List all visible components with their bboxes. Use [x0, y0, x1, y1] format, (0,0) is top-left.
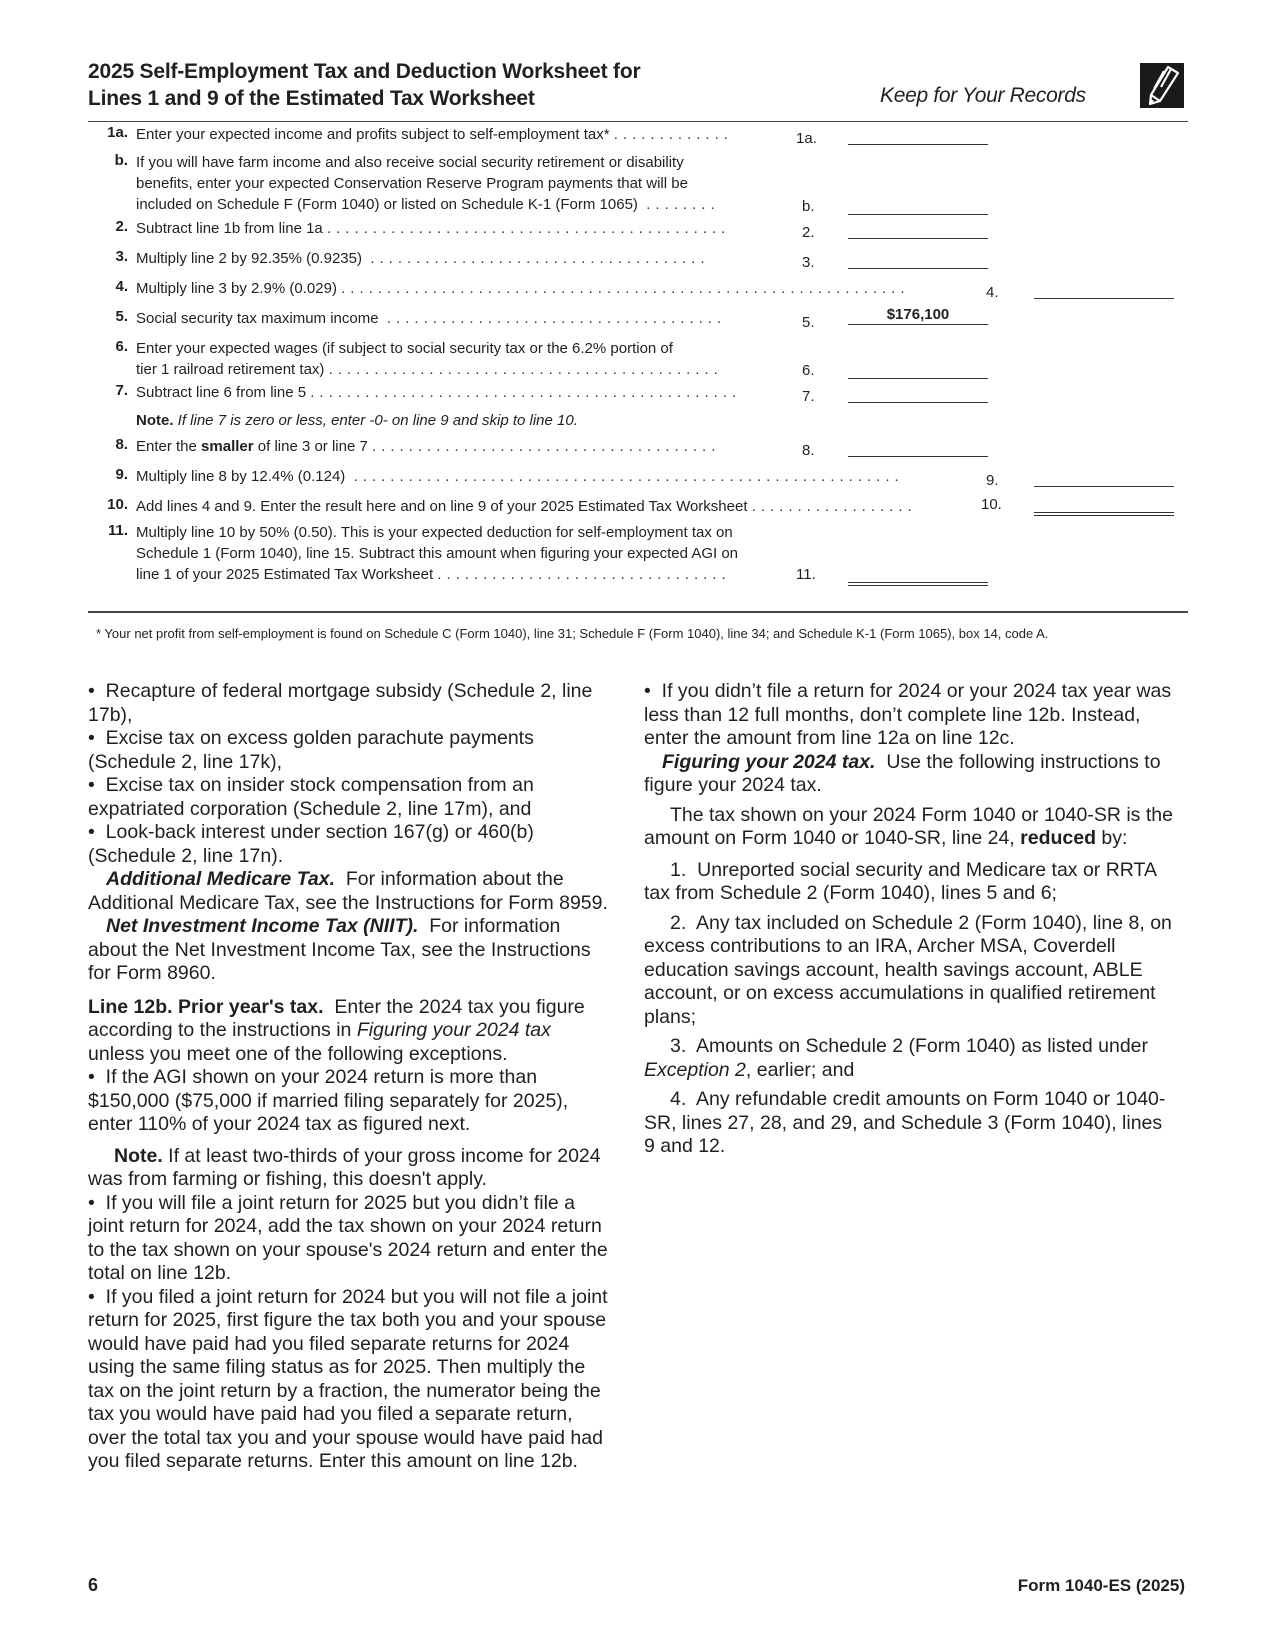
line-text: included on Schedule F (Form 1040) or listed on Schedule K-1 (Form 1065) — [136, 196, 638, 213]
line-number: 3. — [115, 248, 128, 265]
line-text: Multiply line 2 by 92.35% (0.9235) — [136, 250, 362, 267]
note-paragraph: Note. If at least two-thirds of your gross income for 2024 was from farming or fishing, this doesn't apply. — [88, 1144, 601, 1190]
line-text: Schedule 1 (Form 1040), line 15. Subtract this amount when figuring your expected AGI on — [136, 545, 739, 562]
line-7-field[interactable] — [848, 384, 988, 403]
worksheet-title — [88, 58, 640, 112]
line-number: 4. — [115, 278, 128, 295]
line-number: 10. — [107, 496, 128, 513]
tax-shown-paragraph: The tax shown on your 2024 Form 1040 or 1040-SR is the amount on Form 1040 or 1040-SR, line 24, reduced by: — [644, 803, 1173, 849]
form-identifier: Form 1040-ES (2025) — [1017, 1576, 1185, 1595]
line-number: 8. — [115, 436, 128, 453]
line-text: Add lines 4 and 9. Enter the result here and on line 9 of your 2025 Estimated Tax Worksheet — [136, 498, 748, 515]
leader-dots: .................. — [751, 498, 917, 515]
leader-dots: ............................................... — [310, 384, 742, 401]
field-label: 11. — [796, 566, 816, 583]
leader-dots: ........ — [646, 196, 720, 213]
line-text: If you will have farm income and also receive social security retirement or disability — [136, 154, 684, 171]
section-heading: Additional Medicare Tax. — [106, 868, 335, 890]
additional-medicare-tax-section: Additional Medicare Tax. For information about the Additional Medicare Tax, see the Instructions for Form 8959. — [88, 868, 608, 914]
line-number: 6. — [115, 338, 128, 355]
numbered-item: 4. Any refundable credit amounts on Form 1040 or 1040-SR, lines 27, 28, and 29, and Schedule 3 (Form 1040), lines 9 and 12. — [644, 1088, 1166, 1157]
pencil-icon — [1140, 63, 1184, 108]
header-divider — [88, 121, 1188, 122]
line-number: 9. — [115, 466, 128, 483]
line-2-field[interactable] — [848, 220, 988, 239]
line-9-field[interactable] — [1034, 468, 1174, 487]
line-text: benefits, enter your expected Conservation Reserve Program payments that will be — [136, 175, 688, 192]
leader-dots: ................................ — [437, 566, 731, 583]
line-text: Multiply line 10 by 50% (0.50). This is your expected deduction for self-employment tax on — [136, 524, 733, 541]
section-heading: Figuring your 2024 tax. — [662, 750, 876, 773]
line-10-field[interactable] — [1034, 494, 1174, 516]
leader-dots: ...................................... — [372, 438, 721, 455]
bullet-item: • If you didn’t file a return for 2024 or your 2024 tax year was less than 12 full months, don’t complete line 12b. Instead, enter the amount from line 12a on line 12c. — [644, 680, 1172, 749]
leader-dots: ............................................................ — [353, 468, 904, 485]
line-text: Subtract line 6 from line 5 — [136, 384, 307, 401]
leader-dots: .............................................................. — [341, 280, 910, 297]
leader-dots: ..................................... — [370, 250, 710, 267]
line-1a-field[interactable] — [848, 126, 988, 145]
line-3-field[interactable] — [848, 250, 988, 269]
bullet-item: • Excise tax on excess golden parachute payments (Schedule 2, line 17k), — [88, 727, 534, 773]
line-text: tier 1 railroad retirement tax) — [136, 361, 325, 378]
line-number: 5. — [115, 308, 128, 325]
bullet-item: • Excise tax on insider stock compensation from an expatriated corporation (Schedule 2, line 17m), and — [88, 774, 534, 820]
bullet-item: • If you will file a joint return for 2025 but you didn’t file a joint return for 2024, add the tax shown on your 2024 return to the tax shown on your spouse's 2024 return and enter the total on line 12b. — [88, 1191, 608, 1284]
line-text: Subtract line 1b from line 1a — [136, 220, 323, 237]
left-column — [88, 680, 608, 1474]
numbered-item: 3. Amounts on Schedule 2 (Form 1040) as listed under Exception 2, earlier; and — [644, 1035, 1149, 1081]
section-heading: Line 12b. Prior year's tax. — [88, 995, 324, 1018]
line-text: line 1 of your 2025 Estimated Tax Worksheet — [136, 566, 434, 583]
section-heading: Net Investment Income Tax (NIIT). — [106, 915, 419, 937]
right-column — [644, 680, 1174, 1159]
bullet-item: • If the AGI shown on your 2024 return is more than $150,000 ($75,000 if married filing separately for 2025), enter 110% of your 2024 tax as figured next. — [88, 1066, 569, 1135]
leader-dots: ............. — [613, 126, 733, 143]
leader-dots: ..................................... — [386, 310, 727, 327]
field-label: 6. — [802, 362, 815, 379]
line-1b-field[interactable] — [848, 196, 988, 215]
line-number: 11. — [107, 522, 128, 539]
line-12b-section: Line 12b. Prior year's tax. Enter the 2024 tax you figure according to the instructions in Figuring your 2024 tax unless you meet one of the following exceptions. — [88, 995, 585, 1065]
field-label: 9. — [986, 472, 999, 489]
line-text: Social security tax maximum income — [136, 310, 379, 327]
line-4-field[interactable] — [1034, 280, 1174, 299]
line-number: 2. — [115, 218, 128, 235]
field-label: 5. — [802, 314, 815, 331]
line-text: Multiply line 8 by 12.4% (0.124) — [136, 468, 346, 485]
line-text: Enter your expected wages (if subject to social security tax or the 6.2% portion of — [136, 340, 673, 357]
line-5-field[interactable]: $176,100 — [848, 306, 988, 325]
field-label: 2. — [802, 224, 815, 241]
line-8-field[interactable] — [848, 438, 988, 457]
note-text: If line 7 is zero or less, enter -0- on line 9 and skip to line 10. — [177, 412, 578, 429]
worksheet-footnote: * Your net profit from self-employment is found on Schedule C (Form 1040), line 31; Schedule F (Form 1040), line 34; and Schedule K-1 (Form 1065), box 14, code A. — [96, 626, 1049, 641]
page-number: 6 — [88, 1575, 99, 1595]
bullet-item: • Recapture of federal mortgage subsidy (Schedule 2, line 17b), — [88, 680, 593, 726]
line-11-field[interactable] — [848, 564, 988, 586]
field-label: 3. — [802, 254, 815, 271]
line-number: 1a. — [107, 124, 128, 141]
niit-section: Net Investment Income Tax (NIIT). For information about the Net Investment Income Tax, see the Instructions for Form 8960. — [88, 915, 591, 984]
line-6-field[interactable] — [848, 360, 988, 379]
field-label: 4. — [986, 284, 999, 301]
worksheet-title-line1: 2025 Self-Employment Tax and Deduction Worksheet for — [88, 60, 641, 83]
field-label: 7. — [802, 388, 815, 405]
leader-dots: ............................................ — [326, 220, 731, 237]
note-label: Note. — [114, 1144, 163, 1167]
field-label: 10. — [981, 496, 1002, 513]
figuring-2024-tax-section: Figuring your 2024 tax. Use the following instructions to figure your 2024 tax. — [644, 750, 1161, 796]
worksheet-bottom-divider — [88, 611, 1188, 613]
field-label: 1a. — [796, 130, 817, 147]
keep-for-records-note: Keep for Your Records — [880, 84, 1086, 107]
bullet-item: • If you filed a joint return for 2024 but you will not file a joint return for 2025, first figure the tax both you and your spouse would have paid had you filed separate returns for 2024 using the same filing status as for 2025. Then multiply the tax on the joint return by a fraction, the numerator being the tax you would have paid had you filed a separate return, over the total tax you and your spouse would have paid had you filed separate returns. Enter this amount on line 12b. — [88, 1285, 608, 1472]
line-number: 7. — [115, 382, 128, 399]
field-label: 8. — [802, 442, 815, 459]
leader-dots: ........................................... — [328, 361, 723, 378]
worksheet-title-line2: Lines 1 and 9 of the Estimated Tax Worksheet — [88, 87, 535, 110]
line-number: b. — [114, 152, 128, 169]
numbered-item: 2. Any tax included on Schedule 2 (Form 1040), line 8, on excess contributions to an IRA, Archer MSA, Coverdell education savings account, health savings account, ABLE account, or on excess accumulations in qualified retirement plans; — [644, 911, 1172, 1028]
line-text: Enter your expected income and profits subject to self-employment tax* — [136, 126, 610, 143]
note-label: Note. — [136, 412, 174, 429]
bullet-item: • Look-back interest under section 167(g) or 460(b) (Schedule 2, line 17n). — [88, 821, 534, 867]
numbered-item: 1. Unreported social security and Medicare tax or RRTA tax from Schedule 2 (Form 1040), lines 5 and 6; — [644, 858, 1156, 904]
field-label: b. — [802, 198, 815, 215]
line-text: Multiply line 3 by 2.9% (0.029) — [136, 280, 337, 297]
